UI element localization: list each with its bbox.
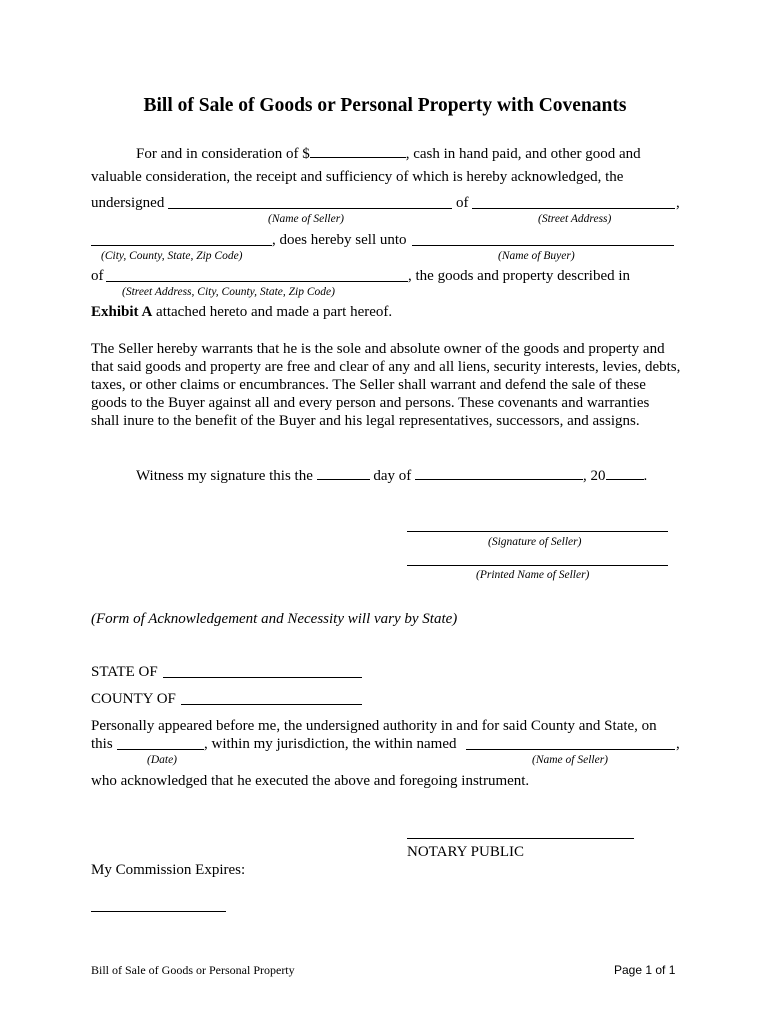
month-blank[interactable] bbox=[415, 465, 583, 480]
goods-described-text: , the goods and property described in bbox=[408, 268, 631, 284]
caption-buyer-address: (Street Address, City, County, State, Zip Code) bbox=[122, 286, 335, 298]
exhibit-text: attached hereto and made a part hereof. bbox=[152, 304, 393, 320]
witness-year-prefix: , 20 bbox=[583, 468, 606, 484]
witness-day-of: day of bbox=[373, 468, 412, 484]
caption-name-of-seller-2: (Name of Seller) bbox=[532, 754, 609, 766]
caption-printed-name: (Printed Name of Seller) bbox=[476, 569, 590, 581]
appeared-mid-text: , within my jurisdiction, the within named bbox=[204, 736, 457, 752]
date-blank[interactable] bbox=[117, 749, 204, 750]
state-label: STATE OF bbox=[91, 664, 158, 680]
county-blank[interactable] bbox=[181, 704, 362, 705]
caption-date: (Date) bbox=[147, 754, 178, 766]
notary-signature-line[interactable] bbox=[407, 838, 634, 839]
street-address-blank[interactable] bbox=[472, 208, 675, 209]
undersigned-label: undersigned bbox=[91, 195, 165, 211]
state-blank[interactable] bbox=[163, 677, 362, 678]
day-blank[interactable] bbox=[317, 465, 370, 480]
warranty-paragraph: The Seller hereby warrants that he is the sole and absolute owner of the goods and property and that said goods and property are free and clear of any and all liens, security interests, levies, debts, taxes, or other claims or encumbrances. The Seller shall warrant and defend the sale of these goods to the Buyer against all and every person and persons. These covenants and warranties shall inure to the benefit of the Buyer and his legal representatives, successors, and assigns. bbox=[91, 341, 681, 429]
commission-date-blank[interactable] bbox=[91, 911, 226, 912]
seller-name-blank[interactable] bbox=[168, 208, 452, 209]
witness-prefix: Witness my signature this the bbox=[136, 468, 313, 484]
commission-expires-label: My Commission Expires: bbox=[91, 862, 246, 878]
caption-street-address: (Street Address) bbox=[538, 213, 612, 225]
appeared-this: this bbox=[91, 736, 113, 752]
footer-page-number: Page 1 of 1 bbox=[614, 963, 676, 977]
seller-signature-line[interactable] bbox=[407, 531, 668, 532]
of-label-2: of bbox=[91, 268, 104, 284]
appeared-line-1: Personally appeared before me, the undersigned authority in and for said County and State, on bbox=[91, 718, 657, 734]
consideration-suffix: , cash in hand paid, and other good and bbox=[405, 146, 641, 162]
caption-name-of-seller: (Name of Seller) bbox=[268, 213, 345, 225]
appeared-comma: , bbox=[676, 736, 680, 752]
consideration-prefix: For and in consideration of $ bbox=[136, 146, 310, 162]
witness-line bbox=[136, 465, 647, 485]
witness-end: . bbox=[643, 468, 648, 484]
buyer-name-blank[interactable] bbox=[412, 245, 674, 246]
acknowledged-line: who acknowledged that he executed the above and foregoing instrument. bbox=[91, 773, 530, 789]
amount-blank[interactable] bbox=[310, 143, 406, 158]
sell-unto-text: , does hereby sell unto bbox=[272, 232, 407, 248]
of-label: of bbox=[456, 195, 469, 211]
caption-name-of-buyer: (Name of Buyer) bbox=[498, 250, 575, 262]
city-county-blank[interactable] bbox=[91, 245, 272, 246]
exhibit-line bbox=[91, 303, 392, 321]
caption-signature-of-seller: (Signature of Seller) bbox=[488, 536, 582, 548]
caption-city-county: (City, County, State, Zip Code) bbox=[101, 250, 243, 262]
printed-name-line[interactable] bbox=[407, 565, 668, 566]
notary-seller-name-blank[interactable] bbox=[466, 749, 675, 750]
document-title: Bill of Sale of Goods or Personal Property with Covenants bbox=[143, 95, 627, 116]
consideration-line-2: valuable consideration, the receipt and sufficiency of which is hereby acknowledged, the bbox=[91, 169, 624, 185]
buyer-address-blank[interactable] bbox=[106, 281, 408, 282]
consideration-line bbox=[136, 143, 641, 163]
county-label: COUNTY OF bbox=[91, 691, 176, 707]
footer-document-name: Bill of Sale of Goods or Personal Property bbox=[91, 963, 295, 977]
comma: , bbox=[676, 195, 680, 211]
acknowledgement-note: (Form of Acknowledgement and Necessity will vary by State) bbox=[91, 611, 458, 627]
year-blank[interactable] bbox=[606, 465, 644, 480]
notary-public-label: NOTARY PUBLIC bbox=[407, 844, 525, 860]
exhibit-label: Exhibit A bbox=[91, 304, 153, 320]
